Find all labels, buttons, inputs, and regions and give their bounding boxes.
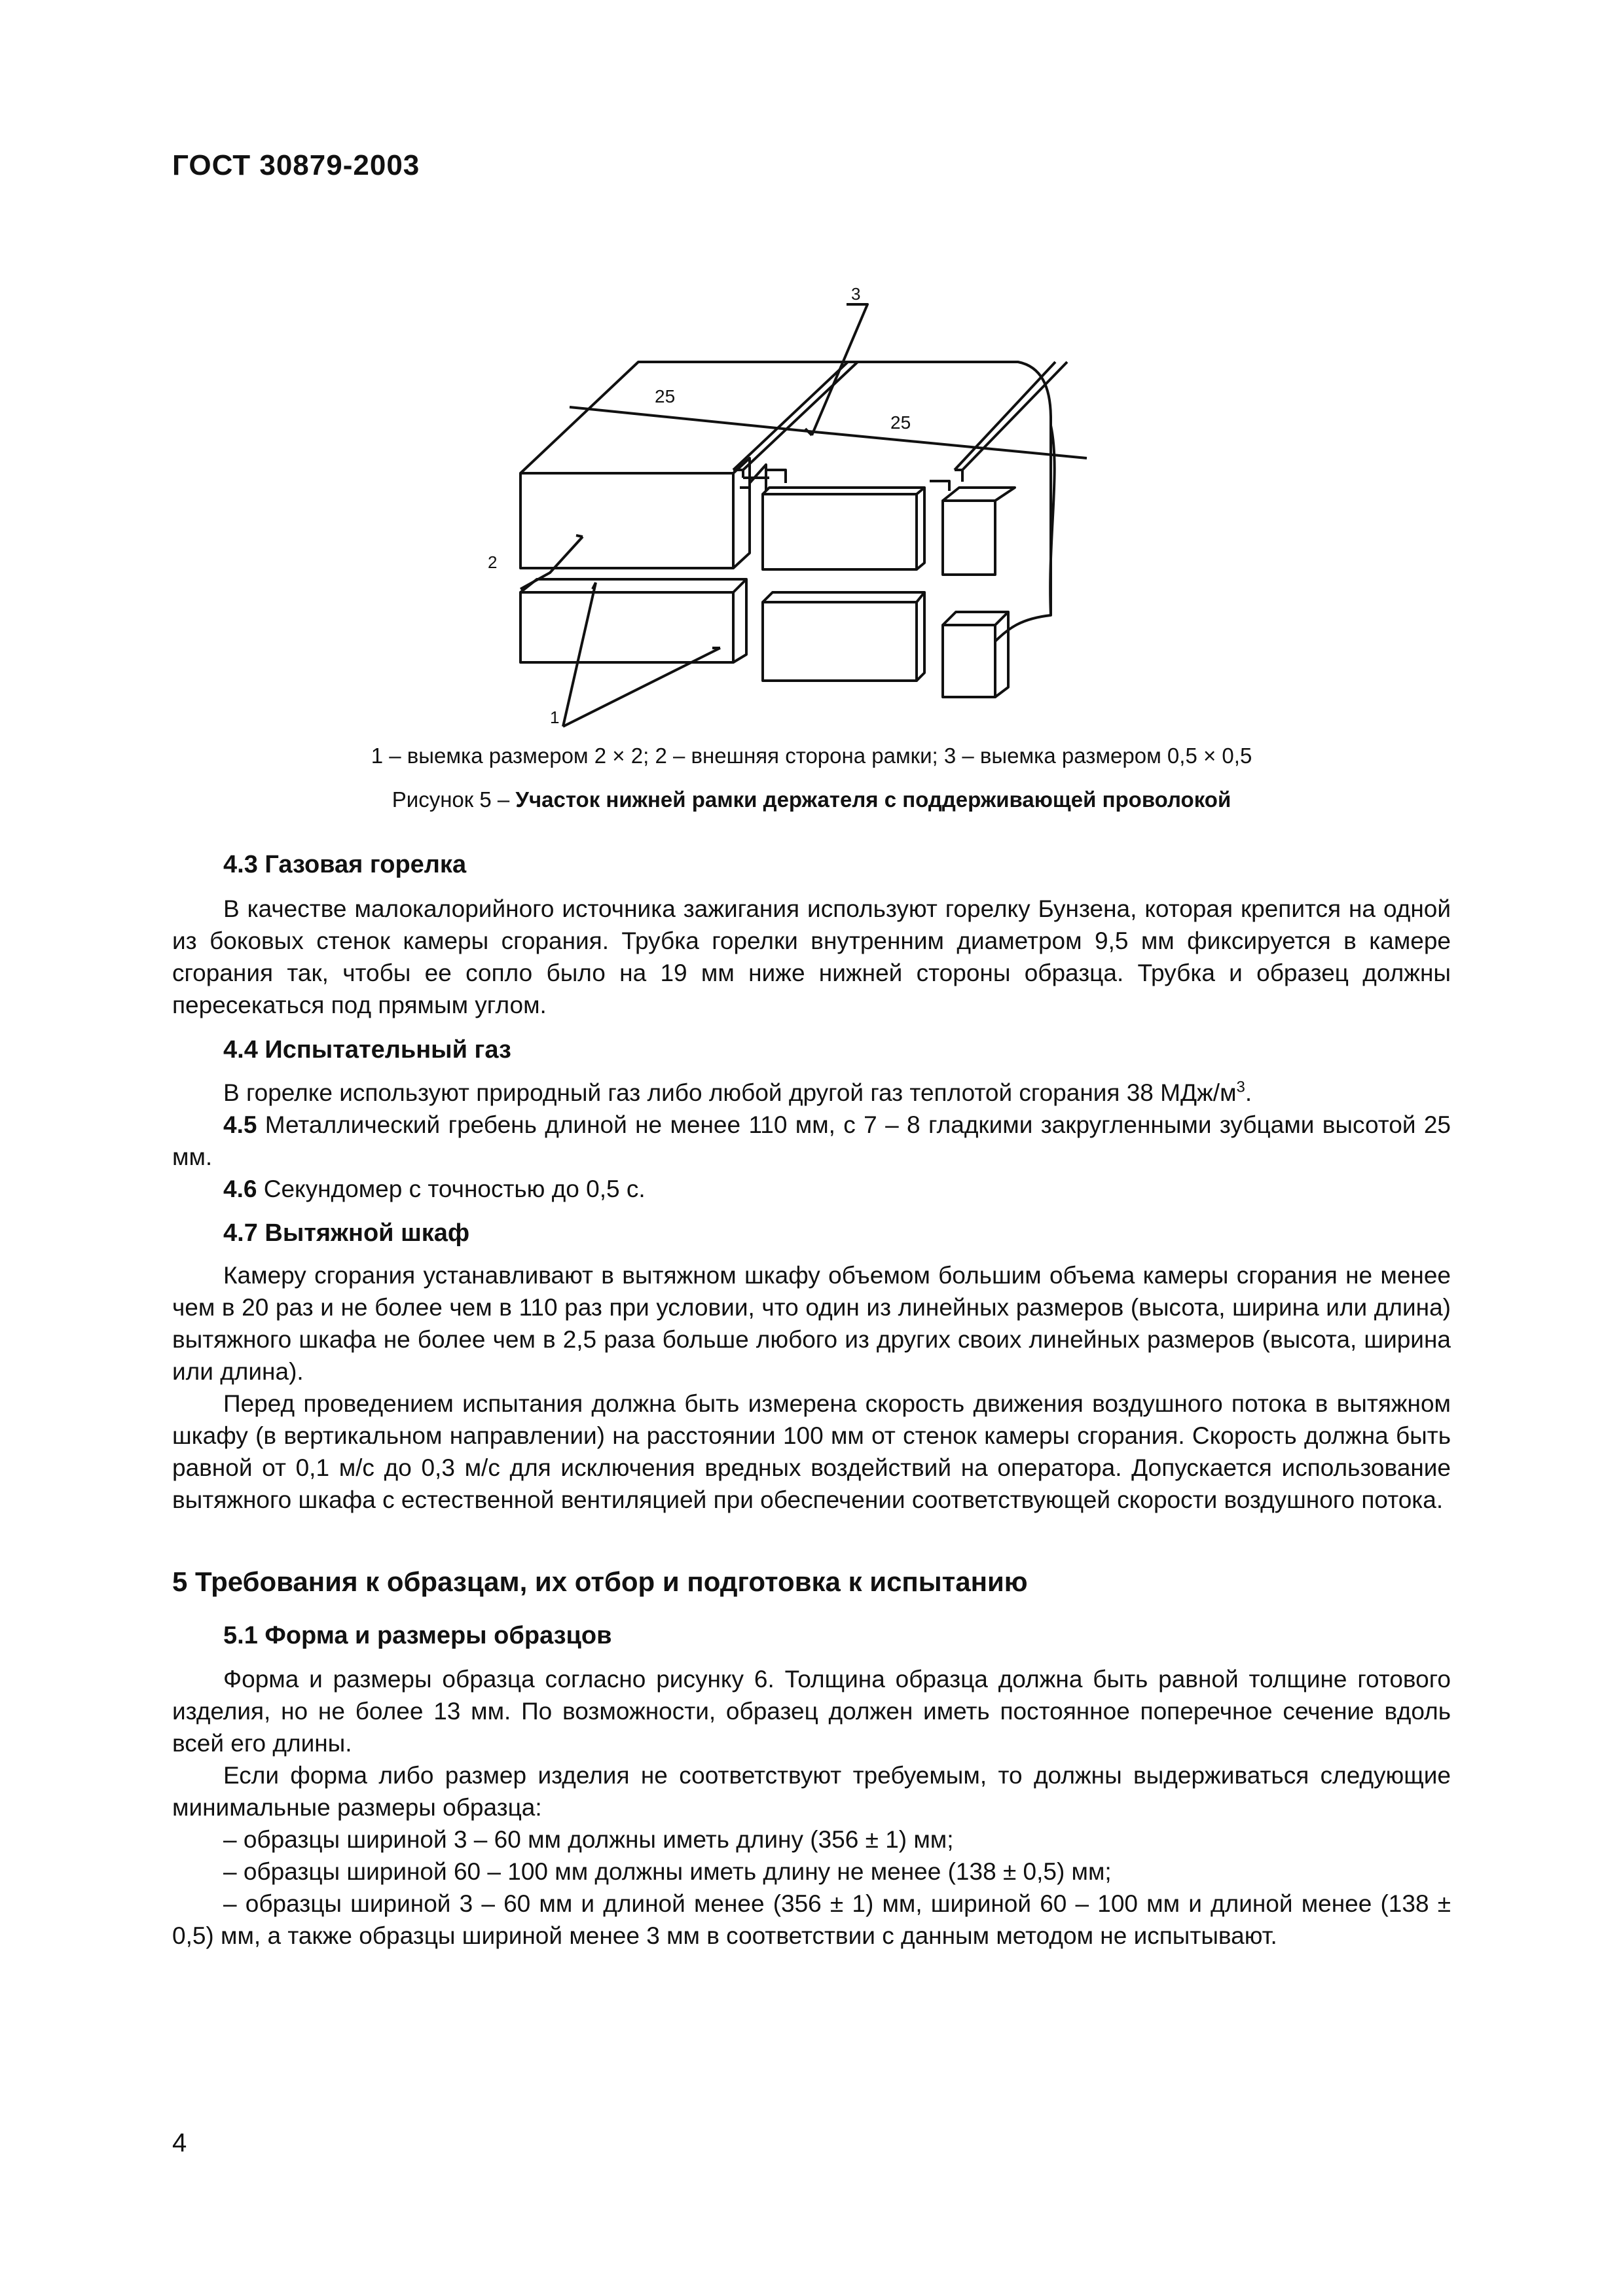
- section-4-5-paragraph: [172, 1109, 1451, 1173]
- list-item: – образцы шириной 3 – 60 мм должны иметь длину (356 ± 1) мм;: [223, 1826, 954, 1853]
- figure-caption: [172, 787, 1451, 812]
- list-item: – образцы шириной 60 – 100 мм должны иметь длину не менее (138 ± 0,5) мм;: [223, 1858, 1112, 1885]
- figure-caption-title: Участок нижней рамки держателя с поддерживающей проволокой: [515, 787, 1231, 812]
- section-4-7-paragraph-1: Камеру сгорания устанавливают в вытяжном шкафу объемом большим объема камеры сгорания не менее чем в 20 раз и не более чем в 110 раз при условии, что один из линейных размеров (высота, ширина или длина) вытяжного шкафа не более чем в 2,5 раза больше любого из других своих линейных размеров (высота, ширина или длина).: [172, 1262, 1451, 1385]
- figure-label-2: 2: [488, 552, 498, 572]
- section-4-4-end: .: [1245, 1079, 1252, 1106]
- section-4-4-paragraph: [172, 1077, 1451, 1109]
- figure-label-dim-right: 25: [890, 412, 911, 433]
- section-4-3-heading: 4.3 Газовая горелка: [223, 851, 467, 878]
- section-4-6-paragraph: [172, 1173, 1451, 1205]
- section-4-5-text: Металлический гребень длиной не менее 110 мм, с 7 – 8 гладкими закругленными зубцами высотой 25 мм.: [172, 1111, 1451, 1170]
- figure-label-1: 1: [550, 708, 560, 727]
- section-4-4-text: В горелке используют природный газ либо любой другой газ теплотой сгорания 38 МДж/м: [223, 1079, 1237, 1106]
- section-4-5-number: 4.5: [223, 1111, 257, 1138]
- section-5-1-heading: 5.1 Форма и размеры образцов: [223, 1622, 612, 1649]
- section-4-7-heading: 4.7 Вытяжной шкаф: [223, 1219, 470, 1247]
- document-header: ГОСТ 30879-2003: [172, 149, 420, 181]
- figure-5-drawing: [458, 262, 1146, 733]
- figure-label-dim-left: 25: [655, 386, 676, 406]
- section-4-4-heading: 4.4 Испытательный газ: [223, 1036, 511, 1064]
- section-4-6-number: 4.6: [223, 1175, 257, 1202]
- figure-caption-prefix: Рисунок 5 –: [392, 787, 516, 812]
- section-4-7-paragraph-2: Перед проведением испытания должна быть измерена скорость движения воздушного потока в вытяжном шкафу (в вертикальном направлении) на расстоянии 100 мм от стенок камеры сгорания. Скорость должна быть равной от 0,1 м/с до 0,3 м/с для исключения вредных воздействий на оператора. Допускается использование вытяжного шкафа с естественной вентиляцией при обеспечении соответствующей скорости воздушного потока.: [172, 1390, 1451, 1513]
- section-4-6-text: Секундомер с точностью до 0,5 с.: [257, 1175, 646, 1202]
- figure-legend: 1 – выемка размером 2 × 2; 2 – внешняя сторона рамки; 3 – выемка размером 0,5 × 0,5: [371, 744, 1252, 768]
- section-5-1-paragraph-2: Если форма либо размер изделия не соответствуют требуемым, то должны выдерживаться следующие минимальные размеры образца:: [172, 1762, 1451, 1821]
- figure-label-3: 3: [851, 284, 861, 304]
- list-item: – образцы шириной 3 – 60 мм и длиной менее (356 ± 1) мм, шириной 60 – 100 мм и длиной менее (138 ± 0,5) мм, а также образцы шириной менее 3 мм в соответствии с данным методом не испытывают.: [172, 1890, 1451, 1949]
- section-5-1-paragraph-1: Форма и размеры образца согласно рисунку 6. Толщина образца должна быть равной толщине готового изделия, но не более 13 мм. По возможности, образец должен иметь постоянное поперечное сечение вдоль всей его длины.: [172, 1666, 1451, 1757]
- page-number: 4: [172, 2128, 187, 2157]
- section-4-3-paragraph: В качестве малокалорийного источника зажигания используют горелку Бунзена, которая крепится на одной из боковых стенок камеры сгорания. Трубка горелки внутренним диаметром 9,5 мм фиксируется в камере сгорания так, чтобы ее сопло было на 19 мм ниже нижней стороны образца. Трубка и образец должны пересекаться под прямым углом.: [172, 895, 1451, 1018]
- section-5-heading: 5 Требования к образцам, их отбор и подготовка к испытанию: [172, 1566, 1028, 1597]
- section-4-4-superscript: 3: [1236, 1078, 1245, 1096]
